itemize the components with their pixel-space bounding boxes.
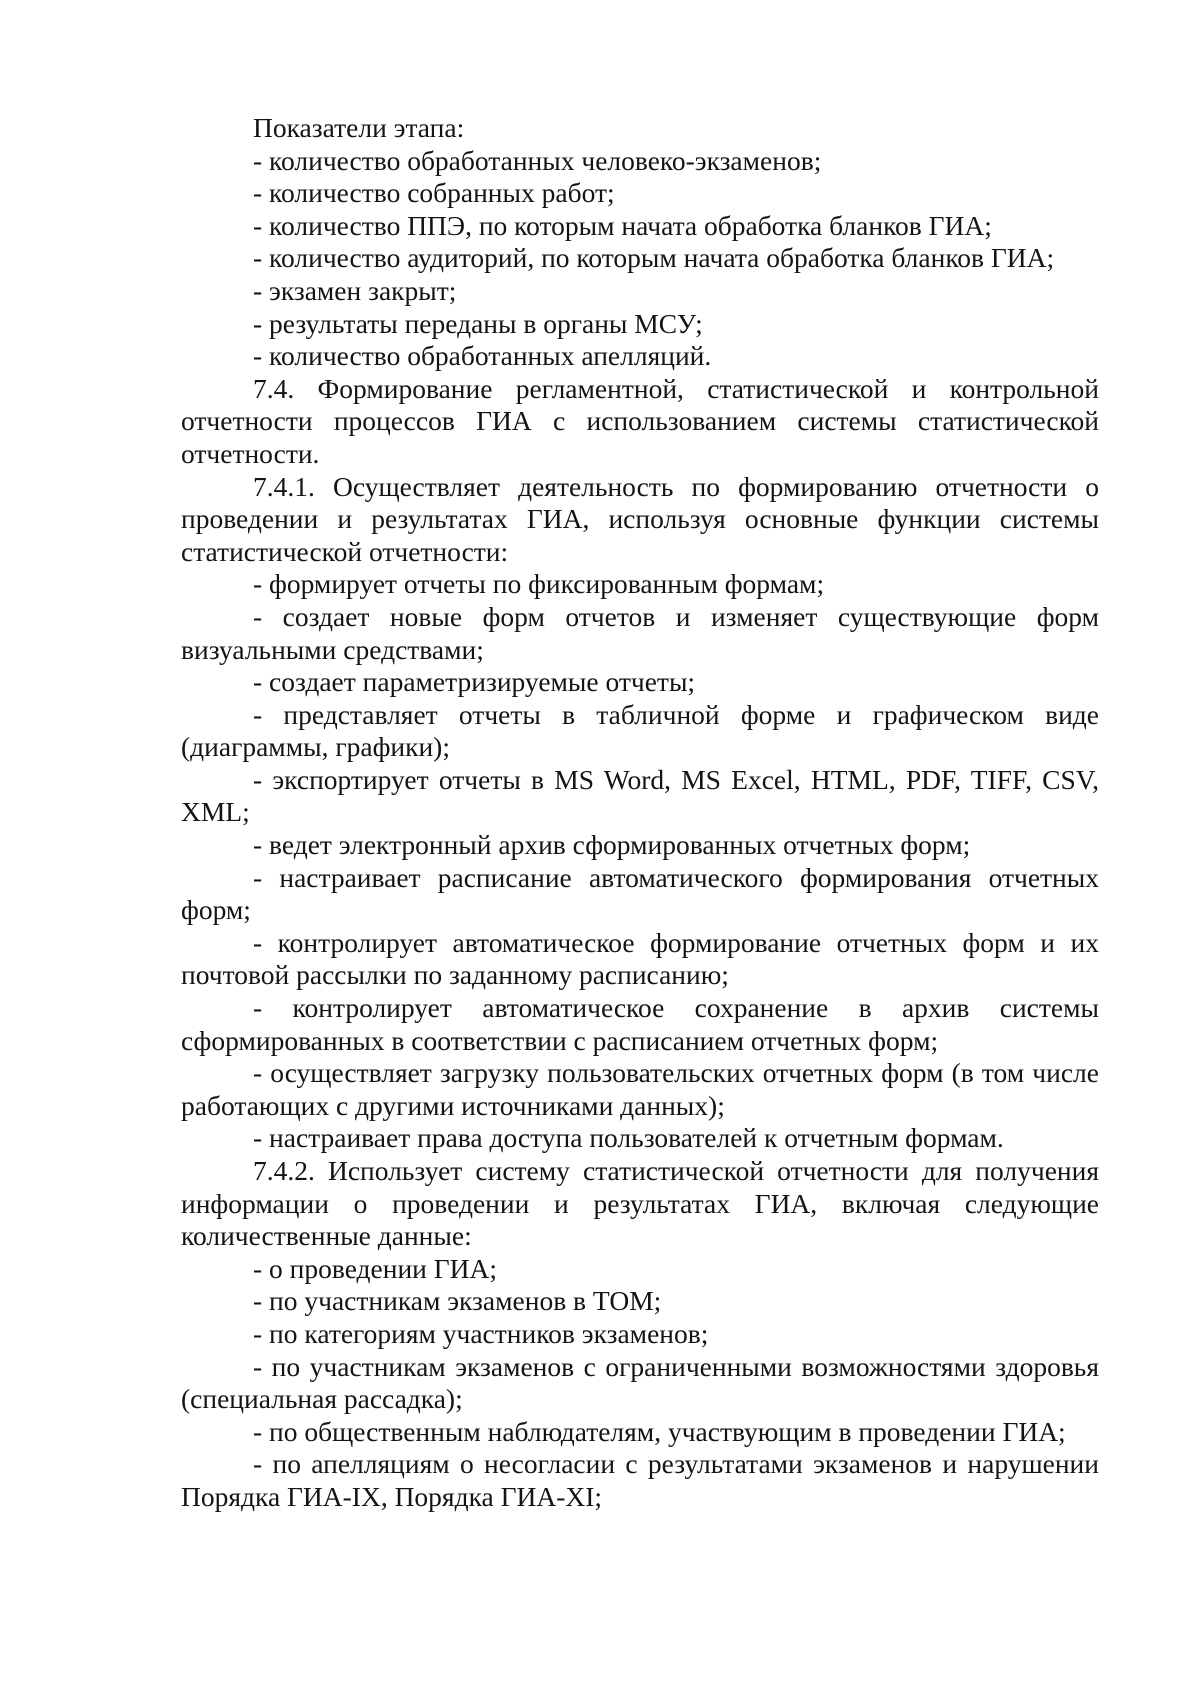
- list-item: - по участникам экзаменов в ТОМ;: [253, 1285, 662, 1317]
- list-item: - о проведении ГИА;: [253, 1252, 498, 1284]
- section-7-4-paragraph: 7.4. Формирование регламентной, статистической и контрольной отчетности процессов ГИА с использованием системы статистической отчетности.: [181, 372, 1099, 469]
- list-item: - формирует отчеты по фиксированным формам;: [253, 568, 825, 600]
- list-item: - по участникам экзаменов с ограниченными возможностями здоровья (специальная рассадка);: [181, 1350, 1099, 1415]
- list-item: - результаты переданы в органы МСУ;: [253, 307, 703, 339]
- list-item: - ведет электронный архив сформированных отчетных форм;: [253, 829, 971, 861]
- section-7-4-2-paragraph: 7.4.2. Использует систему статистической отчетности для получения информации о проведении и результатах ГИА, включая следующие количественные данные:: [181, 1155, 1099, 1252]
- list-item: - количество обработанных человеко-экзаменов;: [253, 144, 822, 176]
- section-heading: Показатели этапа:: [253, 112, 465, 143]
- document-body: [181, 112, 1099, 1514]
- list-item: - по общественным наблюдателям, участвующим в проведении ГИА;: [253, 1415, 1066, 1447]
- list-item: - настраивает права доступа пользователей к отчетным формам.: [253, 1122, 1004, 1154]
- list-item: - настраивает расписание автоматического формирования отчетных форм;: [181, 861, 1099, 926]
- list-item: - контролирует автоматическое сохранение в архив системы сформированных в соответствии с расписанием отчетных форм;: [181, 992, 1099, 1056]
- list-item: - осуществляет загрузку пользовательских отчетных форм (в том числе работающих с другими источниками данных);: [181, 1057, 1099, 1121]
- list-item: - экзамен закрыт;: [253, 274, 457, 306]
- section-7-4-1-paragraph: 7.4.1. Осуществляет деятельность по формированию отчетности о проведении и результатах ГИА, используя основные функции системы статистической отчетности:: [181, 470, 1099, 567]
- list-item: - по категориям участников экзаменов;: [253, 1317, 709, 1349]
- list-item: - количество собранных работ;: [253, 177, 615, 209]
- list-item: - контролирует автоматическое формирование отчетных форм и их почтовой рассылки по заданному расписанию;: [181, 926, 1099, 991]
- list-item: - создает новые форм отчетов и изменяет существующие форм визуальными средствами;: [181, 600, 1099, 665]
- list-item: - количество обработанных апелляций.: [253, 340, 712, 372]
- list-item: - количество ППЭ, по которым начата обработка бланков ГИА;: [253, 209, 992, 241]
- list-item: - по апелляциям о несогласии с результатами экзаменов и нарушении Порядка ГИА-IX, Порядка ГИА-XI;: [181, 1448, 1099, 1512]
- list-item: - создает параметризируемые отчеты;: [253, 666, 696, 698]
- list-item: - представляет отчеты в табличной форме и графическом виде (диаграммы, графики);: [181, 698, 1099, 763]
- list-item: - экспортирует отчеты в MS Word, MS Excel, HTML, PDF, TIFF, CSV, XML;: [181, 763, 1099, 828]
- list-item: - количество аудиторий, по которым начата обработка бланков ГИА;: [253, 242, 1055, 274]
